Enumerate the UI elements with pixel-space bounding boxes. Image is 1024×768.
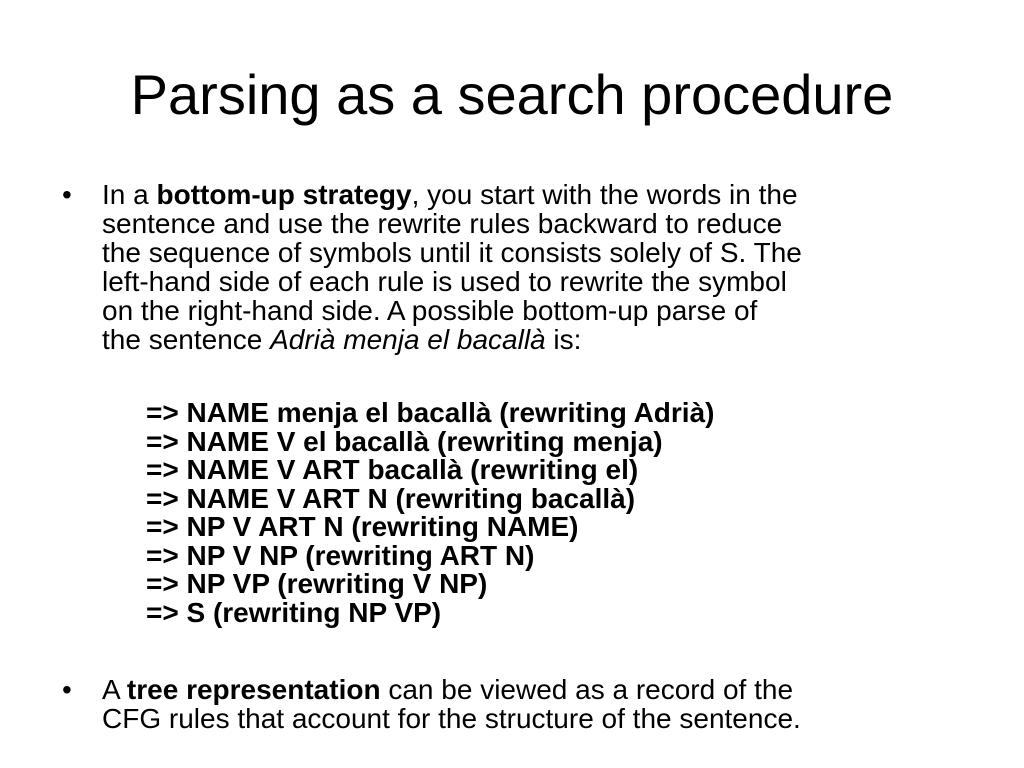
bullet-dot-icon: •: [62, 179, 72, 210]
emphasis-bottom-up-strategy: bottom-up strategy: [156, 179, 412, 210]
parse-step: => NAME menja el bacallà (rewriting Adrià): [146, 397, 715, 428]
text-run: can be viewed as a record of the: [380, 674, 794, 705]
parse-step: => NP V ART N (rewriting NAME): [146, 511, 579, 542]
text-line: [102, 675, 962, 704]
bullet-text: [102, 675, 962, 733]
slide-title: Parsing as a search procedure: [130, 63, 894, 126]
parse-step: => S (rewriting NP VP): [146, 596, 442, 628]
text-run: is:: [545, 324, 582, 355]
text-line: on the right-hand side. A possible bottom-up parse of: [102, 295, 758, 326]
emphasis-tree-representation: tree representation: [126, 674, 381, 705]
parse-step: => NP VP (rewriting V NP): [146, 568, 488, 599]
parse-step: => NP V NP (rewriting ART N): [146, 539, 535, 571]
parse-step: => NAME V ART bacallà (rewriting el): [146, 454, 639, 485]
text-run: In a: [102, 179, 157, 210]
bullet-dot-icon: •: [62, 674, 72, 705]
parse-steps: [146, 399, 714, 627]
text-line: [102, 325, 962, 354]
example-sentence: Adrià menja el bacallà: [270, 324, 546, 355]
text-line: left-hand side of each rule is used to rewrite the symbol: [102, 266, 787, 297]
text-line: the sequence of symbols until it consists solely of S. The: [102, 237, 802, 268]
text-run: A: [102, 674, 127, 705]
text-line: [102, 180, 962, 209]
parse-step: => NAME V el bacallà (rewriting menja): [146, 425, 663, 457]
text-run: the sentence: [102, 324, 271, 355]
parse-step: => NAME V ART N (rewriting bacallà): [146, 482, 636, 514]
text-run: , you start with the words in the: [411, 179, 798, 210]
bullet-text: [102, 180, 962, 354]
text-line: sentence and use the rewrite rules backward to reduce: [102, 208, 783, 239]
text-line: CFG rules that account for the structure of the sentence.: [102, 703, 801, 734]
